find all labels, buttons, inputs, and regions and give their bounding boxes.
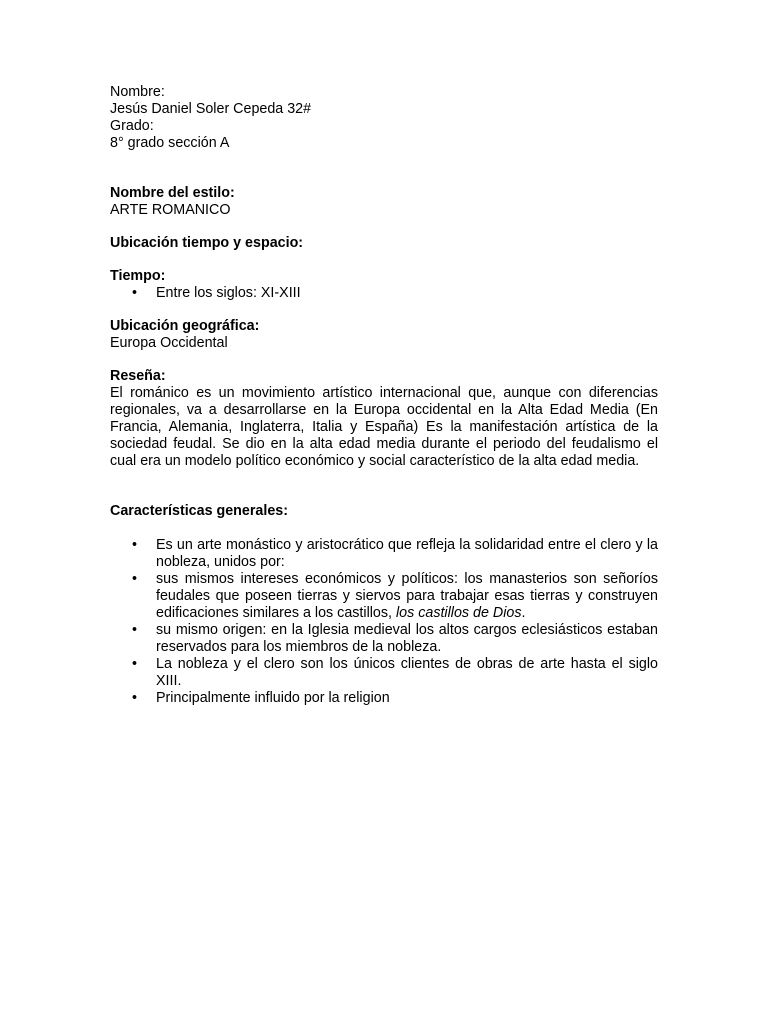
geo-value: Europa Occidental bbox=[110, 335, 228, 351]
bullet-icon: • bbox=[132, 656, 138, 672]
bullet-icon: • bbox=[132, 690, 138, 706]
location-time-space-heading: Ubicación tiempo y espacio: bbox=[110, 235, 304, 251]
feature-item-end: . bbox=[521, 605, 526, 621]
list-item bbox=[110, 656, 658, 690]
name-label: Nombre: bbox=[110, 84, 165, 100]
bullet-icon: • bbox=[132, 285, 138, 301]
feature-item-italic: los castillos de Dios bbox=[395, 605, 522, 621]
feature-item-text: sus mismos intereses económicos y políticos: los manasterios son señoríos feudales que poseen tierras y siervos para trabajar esas tierras y construyen edificaciones similares a los castillos, bbox=[156, 571, 658, 621]
feature-item-text: Es un arte monástico y aristocrático que refleja la solidaridad entre el clero y la nobleza, unidos por: bbox=[156, 537, 658, 570]
review-heading: Reseña: bbox=[110, 368, 166, 384]
feature-item-text: su mismo origen: en la Iglesia medieval los altos cargos eclesiásticos estaban reservados para los miembros de la nobleza. bbox=[156, 622, 658, 655]
time-item-text: Entre los siglos: XI-XIII bbox=[156, 285, 301, 301]
grade-label: Grado: bbox=[110, 118, 154, 134]
list-item bbox=[110, 537, 658, 571]
style-value: ARTE ROMANICO bbox=[110, 202, 231, 218]
review-paragraph: El románico es un movimiento artístico internacional que, aunque con diferencias regionales, va a desarrollarse en la Europa occidental en la Alta Edad Media (En Francia, Alemania, Inglaterra, Italia y España) Es la manifestación artística de la sociedad feudal. Se dio en la alta edad media durante el periodo del feudalismo el cual era un modelo político económico y social característico de la alta edad media. bbox=[110, 385, 658, 469]
bullet-icon: • bbox=[132, 571, 138, 587]
bullet-icon: • bbox=[132, 537, 138, 553]
list-item bbox=[110, 690, 658, 707]
features-heading: Características generales: bbox=[110, 503, 289, 519]
list-item bbox=[110, 622, 658, 656]
feature-item-text: La nobleza y el clero son los únicos clientes de obras de arte hasta el siglo XIII. bbox=[156, 656, 658, 689]
style-label: Nombre del estilo: bbox=[110, 185, 235, 201]
time-heading: Tiempo: bbox=[110, 268, 166, 284]
geo-heading: Ubicación geográfica: bbox=[110, 318, 260, 334]
list-item bbox=[110, 571, 658, 622]
name-value: Jesús Daniel Soler Cepeda 32# bbox=[110, 101, 312, 117]
document-page bbox=[110, 84, 658, 707]
features-list bbox=[110, 537, 658, 707]
list-item bbox=[110, 285, 658, 302]
grade-value: 8° grado sección A bbox=[110, 135, 230, 151]
time-list bbox=[110, 285, 658, 302]
bullet-icon: • bbox=[132, 622, 138, 638]
feature-item-text: Principalmente influido por la religion bbox=[156, 690, 390, 706]
